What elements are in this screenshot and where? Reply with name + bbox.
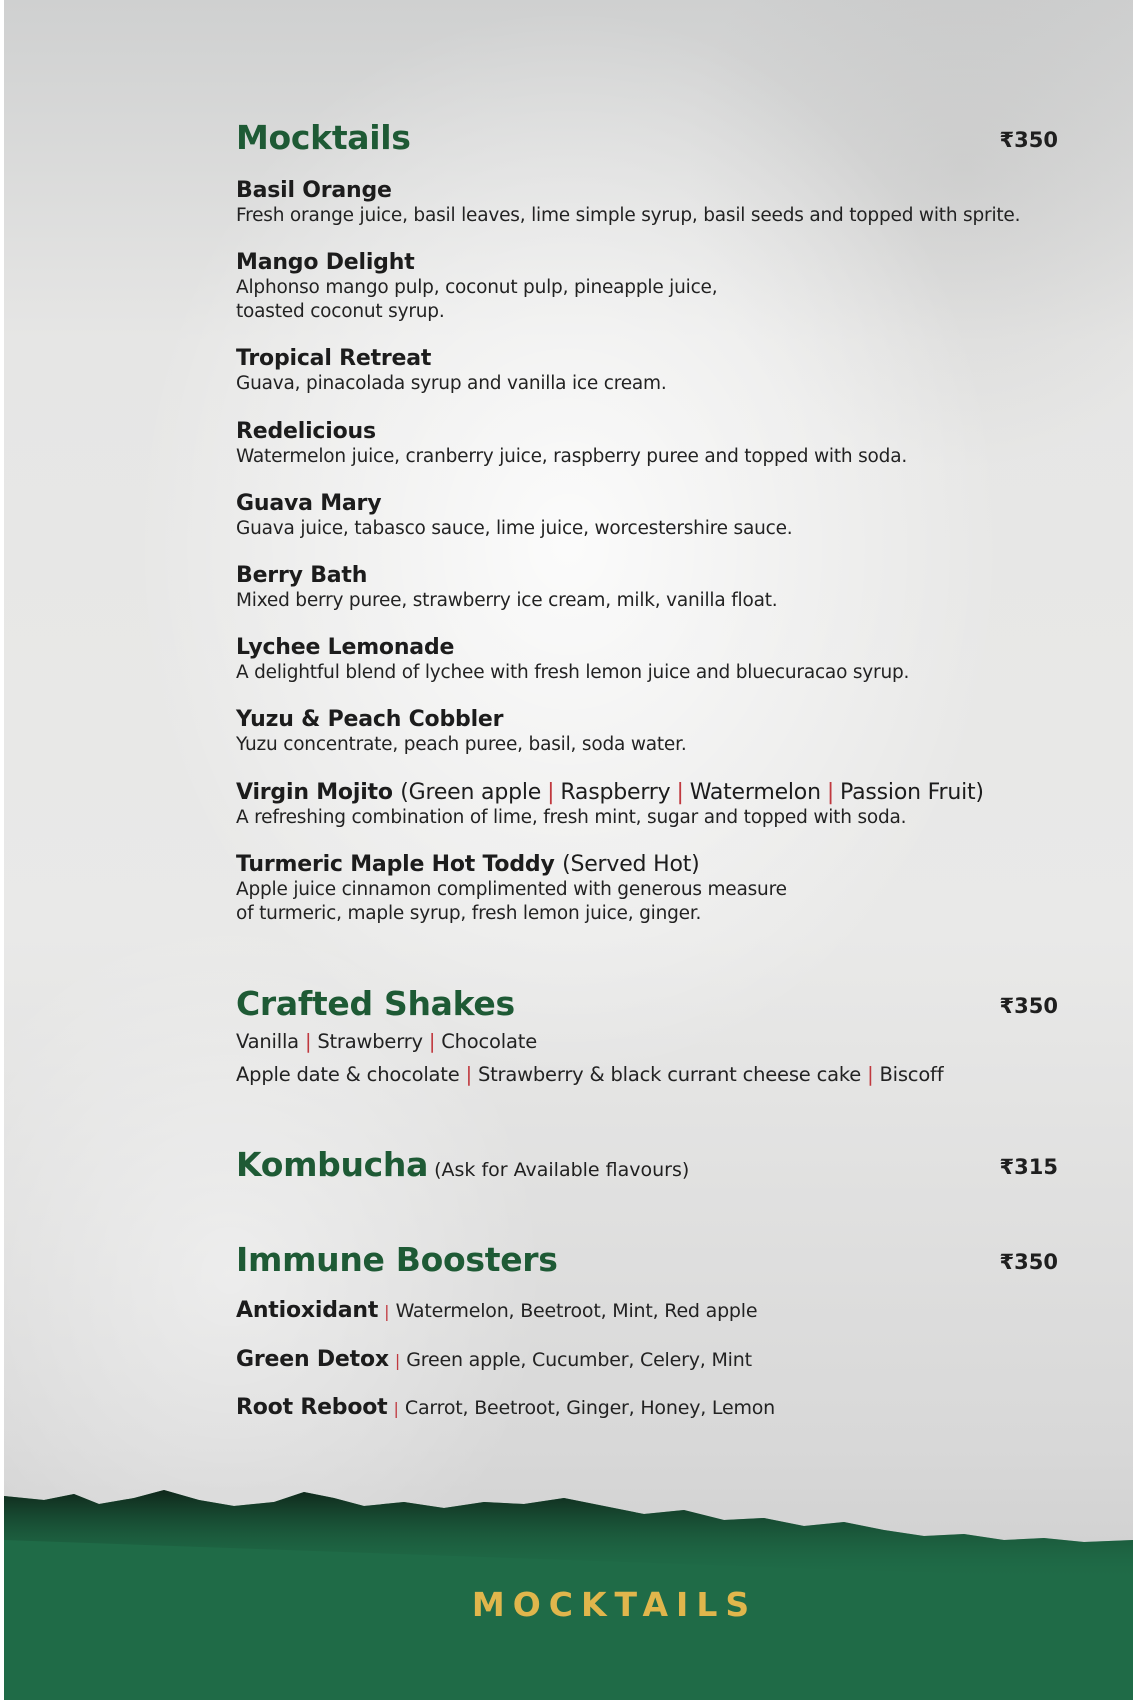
- item-name: Yuzu & Peach Cobbler: [236, 707, 504, 732]
- item-desc: toasted coconut syrup.: [236, 301, 445, 322]
- item-name: [236, 851, 1058, 878]
- item-name: Mango Delight: [236, 250, 415, 275]
- section-title-mocktails: Mocktails: [236, 118, 411, 157]
- menu-item-basil-orange: [236, 177, 1058, 228]
- item-desc: Fresh orange juice, basil leaves, lime simple syrup, basil seeds and topped with sprite.: [236, 205, 1021, 226]
- separator: |: [826, 780, 835, 805]
- separator: |: [676, 780, 684, 805]
- menu-item-yuzu-peach-cobbler: [236, 706, 1058, 757]
- menu-item-redelicious: [236, 418, 1058, 469]
- item-desc: A refreshing combination of lime, fresh mint, sugar and topped with soda.: [236, 807, 907, 828]
- menu-item-virgin-mojito: [236, 779, 1058, 830]
- menu-item-tropical-retreat: [236, 345, 1058, 396]
- item-name-text: Turmeric Maple Hot Toddy: [236, 852, 555, 877]
- kombucha-note: (Ask for Available flavours): [434, 1159, 690, 1181]
- shakes-flavours-line-1: Vanilla | Strawberry | Chocolate: [236, 1030, 538, 1053]
- item-desc: Mixed berry puree, strawberry ice cream, milk, vanilla float.: [236, 590, 778, 611]
- item-name: Basil Orange: [236, 178, 392, 203]
- item-name: Lychee Lemonade: [236, 635, 455, 660]
- kombucha-header: [236, 1145, 1058, 1193]
- separator: |: [867, 1063, 874, 1086]
- separator: |: [465, 1063, 472, 1086]
- menu-item-lychee-lemonade: [236, 634, 1058, 685]
- mocktails-price: ₹350: [999, 128, 1058, 152]
- shakes-flavours-line-2: Apple date & chocolate | Strawberry & black currant cheese cake | Biscoff: [236, 1063, 944, 1086]
- item-name-text: Virgin Mojito: [236, 780, 393, 805]
- item-name-extra: (Served Hot): [562, 852, 700, 877]
- item-name: Berry Bath: [236, 563, 368, 588]
- menu-item-turmeric-maple-hot-toddy: [236, 851, 1058, 926]
- separator: |: [428, 1030, 436, 1053]
- booster-item-root-reboot: Root Reboot | Carrot, Beetroot, Ginger, Honey, Lemon: [236, 1395, 776, 1420]
- menu-item-guava-mary: [236, 490, 1058, 541]
- item-desc: Guava juice, tabasco sauce, lime juice, worcestershire sauce.: [236, 518, 793, 539]
- separator: |: [393, 1399, 399, 1418]
- footer-label: MOCKTAILS: [471, 1585, 758, 1624]
- menu-page: [4, 0, 1133, 1700]
- item-desc: Guava, pinacolada syrup and vanilla ice cream.: [236, 373, 667, 394]
- item-desc: Apple juice cinnamon complimented with generous measure: [236, 879, 787, 900]
- booster-item-green-detox: Green Detox | Green apple, Cucumber, Celery, Mint: [236, 1347, 752, 1372]
- section-title-boosters: Immune Boosters: [236, 1240, 558, 1279]
- item-desc: Alphonso mango pulp, coconut pulp, pineapple juice,: [236, 277, 718, 298]
- kombucha-price: ₹315: [999, 1155, 1058, 1179]
- separator: |: [394, 1351, 401, 1370]
- item-desc: of turmeric, maple syrup, fresh lemon juice, ginger.: [236, 903, 702, 924]
- item-name: Guava Mary: [236, 491, 382, 516]
- section-title-kombucha: Kombucha (Ask for Available flavours): [236, 1145, 690, 1184]
- separator: |: [547, 780, 555, 805]
- boosters-price: ₹350: [999, 1250, 1058, 1274]
- item-desc: Yuzu concentrate, peach puree, basil, soda water.: [236, 734, 687, 755]
- item-name: Tropical Retreat: [236, 346, 432, 371]
- item-desc: A delightful blend of lychee with fresh lemon juice and bluecuracao syrup.: [236, 662, 910, 683]
- item-name: [236, 779, 1058, 806]
- boosters-header: [236, 1240, 1058, 1288]
- booster-item-antioxidant: Antioxidant | Watermelon, Beetroot, Mint, Red apple: [236, 1298, 758, 1323]
- menu-item-mango-delight: [236, 249, 1058, 324]
- section-title-shakes: Crafted Shakes: [236, 984, 515, 1023]
- item-desc: Watermelon juice, cranberry juice, raspberry puree and topped with soda.: [236, 446, 908, 467]
- mojito-flavours: (Green apple | Raspberry | Watermelon | Passion Fruit): [400, 780, 984, 805]
- shakes-price: ₹350: [999, 994, 1058, 1018]
- footer-band: [4, 1480, 1133, 1700]
- separator: |: [304, 1030, 312, 1053]
- item-name: Redelicious: [236, 419, 376, 444]
- shakes-header: [236, 984, 1058, 1032]
- separator: |: [384, 1302, 390, 1321]
- menu-item-berry-bath: [236, 562, 1058, 613]
- mocktails-header: [236, 118, 1058, 166]
